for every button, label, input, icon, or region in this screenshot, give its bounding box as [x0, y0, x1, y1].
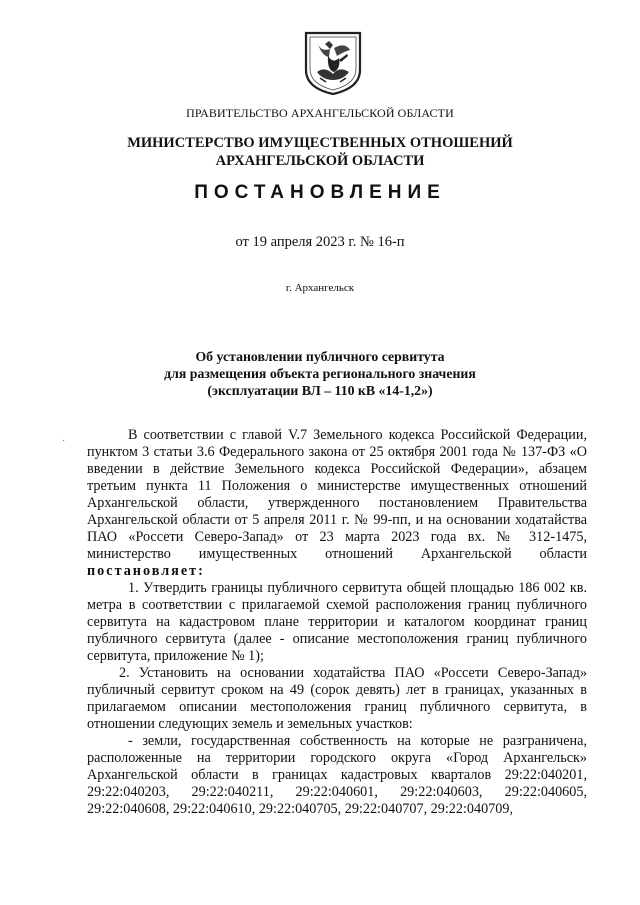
item-3-paragraph: - земли, государственная собственность на которые не разграничена, расположенные на территории городского округа «Город Архангельск» Архангельской области в границах кадастровых кварталов 29:22:040201, 29:22:040203, 29:22:040211, 29:22:040601, 29:22:040603, 29:22:040605, 29:22:040608, 29:22:040610, 29:22:040705, 29:22:040707, 29:22:040709, [87, 733, 587, 817]
document-type: ПОСТАНОВЛЕНИЕ [194, 182, 446, 203]
ministry-name [0, 134, 640, 170]
item-2-paragraph: 2. Установить на основании ходатайства ПАО «Россети Северо-Запад» публичный сервитут сроком на 49 (сорок девять) лет в границах, указанных в прилагаемом описании местоположения границ публичного сервитута, в отношении следующих земель и земельных участков: [87, 665, 587, 732]
document-title [0, 348, 640, 399]
government-name: ПРАВИТЕЛЬСТВО АРХАНГЕЛЬСКОЙ ОБЛАСТИ [186, 106, 454, 120]
intro-text: В соответствии с главой V.7 Земельного кодекса Российской Федерации, пунктом 3 статьи 3.6 Федерального закона от 25 октября 2001 года № 137-ФЗ «О введении в действие Земельного кодекса Российской Федерации», абзацем третьим пункта 11 Положения о министерстве имущественных отношений Архангельской области, утвержденного постановлением Правительства Архангельской области от 5 апреля 2011 г. № 99-пп, и на основании ходатайства ПАО «Россети Северо-Запад» от 23 марта 2023 года вх. № 312-1475, министерство имущественных отношений Архангельской области [87, 427, 587, 562]
intro-paragraph [87, 427, 587, 580]
ministry-line-2: АРХАНГЕЛЬСКОЙ ОБЛАСТИ [215, 153, 425, 169]
title-line-1: Об установлении публичного сервитута [195, 349, 445, 364]
title-line-2: для размещения объекта регионального значения [164, 366, 476, 381]
document-city: г. Архангельск [285, 282, 355, 294]
title-line-3: (эксплуатации ВЛ – 110 кВ «14-1,2») [207, 383, 433, 398]
document-body [87, 427, 587, 818]
ministry-line-1: МИНИСТЕРСТВО ИМУЩЕСТВЕННЫХ ОТНОШЕНИЙ [127, 135, 513, 151]
document-date-number: от 19 апреля 2023 г. № 16-п [235, 234, 405, 250]
coat-of-arms-icon [303, 30, 363, 96]
item-1-paragraph: 1. Утвердить границы публичного сервитута общей площадью 186 002 кв. метра в соответствии с прилагаемой схемой расположения границ публичного сервитута на кадастровом плане территории и каталогом координат границ публичного сервитута (далее - описание местоположения границ публичного сервитута, приложение № 1); [87, 580, 587, 664]
decree-word: постановляет: [87, 563, 205, 579]
margin-mark: · [62, 436, 66, 447]
